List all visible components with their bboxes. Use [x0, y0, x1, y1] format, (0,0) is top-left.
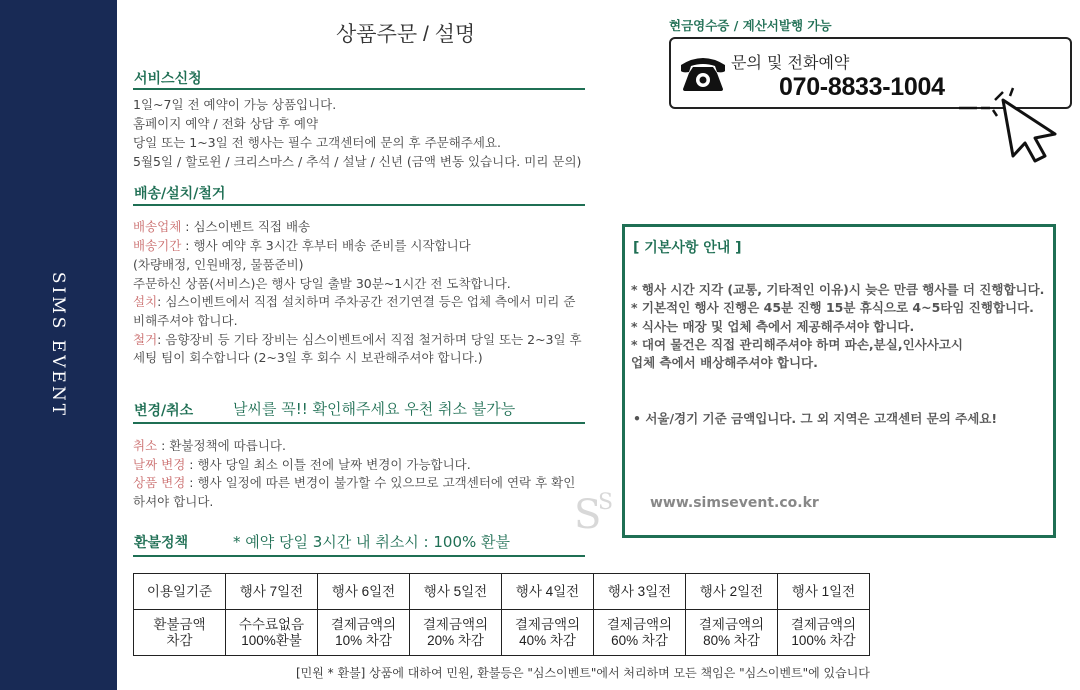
refund-table	[133, 573, 870, 656]
refund-heading: 환불정책	[134, 535, 189, 551]
table-cell	[134, 610, 226, 656]
delivery-company-label: 배송업체	[133, 219, 182, 234]
info-line: 업체 측에서 배상해주셔야 합니다.	[631, 355, 818, 370]
delivery-period	[133, 236, 471, 255]
contact-label: 문의 및 전화예약	[731, 53, 850, 72]
delivery-period-label: 배송기간	[133, 238, 182, 253]
table-header-cell: 행사 6일전	[318, 574, 410, 610]
footer-note: [민원 * 환불] 상품에 대하여 민원, 환불등은 "심스이벤트"에서 처리하며 모든 책임은 "심스이벤트"에 있습니다	[296, 666, 870, 680]
cell-line: 수수료없음	[238, 616, 305, 632]
service-line: 홈페이지 예약 / 전화 상담 후 예약	[133, 116, 319, 131]
cell-line: 60% 차감	[611, 632, 668, 648]
service-line: 당일 또는 1~3일 전 행사는 필수 고객센터에 문의 후 주문해주세요.	[133, 135, 501, 150]
delivery-remove-text: : 음향장비 등 기타 장비는 심스이벤트에서 직접 철거하며 당일 또는 2~3일 후	[157, 332, 582, 347]
page-title: 상품주문 / 설명	[336, 23, 476, 46]
delivery-rule	[133, 204, 585, 206]
info-line: * 대여 물건은 직접 관리해주셔야 하며 파손,분실,인사사고시	[631, 337, 963, 352]
product-change-line2: 하셔야 합니다.	[133, 494, 214, 509]
service-rule	[133, 88, 585, 90]
cell-line: 10% 차감	[335, 632, 392, 648]
info-box	[622, 224, 1056, 538]
service-line: 5월5일 / 할로윈 / 크리스마스 / 추석 / 설날 / 신년 (금액 변동 있습니다. 미리 문의)	[133, 154, 582, 169]
cancel-label: 취소	[133, 438, 158, 453]
cell-line: 100% 차감	[791, 632, 856, 648]
cell-line: 80% 차감	[703, 632, 760, 648]
info-line: * 기본적인 행사 진행은 45분 진행 15분 휴식으로 4~5타임 진행합니다.	[631, 300, 1034, 315]
delivery-install-line2: 비해주셔야 합니다.	[133, 313, 238, 328]
table-header-cell: 이용일기준	[134, 574, 226, 610]
table-cell	[318, 610, 410, 656]
table-row	[134, 610, 870, 656]
service-line: 1일~7일 전 예약이 가능 상품입니다.	[133, 97, 337, 112]
delivery-period-text: : 행사 예약 후 3시간 후부터 배송 준비를 시작합니다	[181, 238, 471, 253]
cell-line: 20% 차감	[427, 632, 484, 648]
cell-line: 결제금액의	[698, 616, 765, 632]
product-change-line	[133, 473, 575, 492]
receipt-note: 현금영수증 / 계산서발행 가능	[669, 18, 832, 33]
sidebar	[0, 0, 117, 690]
product-change-text: : 행사 일정에 따른 변경이 불가할 수 있으므로 고객센터에 연락 후 확인	[185, 475, 576, 490]
cell-line: 결제금액의	[606, 616, 673, 632]
info-line: * 행사 시간 지각 (교통, 기타적인 이유)시 늦은 만큼 행사를 더 진행합니다.	[631, 282, 1045, 297]
product-change-label: 상품 변경	[133, 475, 186, 490]
table-header-cell: 행사 1일전	[778, 574, 870, 610]
change-heading: 변경/취소	[134, 403, 194, 419]
date-change-label: 날짜 변경	[133, 457, 186, 472]
service-heading: 서비스신청	[134, 71, 202, 87]
watermark-logo-small: S	[598, 490, 614, 515]
table-cell	[226, 610, 318, 656]
delivery-period-line3: 주문하신 상품(서비스)은 행사 당일 출발 30분~1시간 전 도착합니다.	[133, 276, 511, 291]
date-change-text: : 행사 당일 최소 이틀 전에 날짜 변경이 가능합니다.	[185, 457, 471, 472]
table-cell	[594, 610, 686, 656]
website-url[interactable]: www.simsevent.co.kr	[650, 495, 819, 511]
cell-line: 결제금액의	[514, 616, 581, 632]
cell-line: 100%환불	[241, 632, 302, 648]
date-change-line	[133, 455, 471, 474]
info-line: * 식사는 매장 및 업체 측에서 제공해주셔야 합니다.	[631, 319, 915, 334]
table-header-cell: 행사 7일전	[226, 574, 318, 610]
delivery-company-text: : 심스이벤트 직접 배송	[181, 219, 311, 234]
telephone-icon	[679, 53, 727, 93]
delivery-install-text: : 심스이벤트에서 직접 설치하며 주차공간 전기연결 등은 업체 측에서 미리 준	[157, 294, 576, 309]
brand-vertical-text: SIMS EVENT	[48, 271, 68, 419]
cancel-line	[133, 436, 286, 455]
table-header-cell: 행사 4일전	[502, 574, 594, 610]
weather-note: 날씨를 꼭!! 확인해주세요 우천 취소 불가능	[233, 400, 516, 418]
delivery-heading: 배송/설치/철거	[134, 186, 226, 202]
table-header-cell: 행사 5일전	[410, 574, 502, 610]
delivery-company	[133, 217, 310, 236]
cell-line: 결제금액의	[790, 616, 857, 632]
delivery-remove-label: 철거	[133, 332, 158, 347]
phone-number[interactable]: 070-8833-1004	[779, 73, 945, 101]
cell-line: 결제금액의	[330, 616, 397, 632]
region-note: • 서울/경기 기준 금액입니다. 그 외 지역은 고객센터 문의 주세요!	[633, 411, 998, 426]
pointer-cursor-icon	[955, 86, 1070, 166]
delivery-install	[133, 292, 575, 311]
delivery-period-line2: (차량배정, 인원배정, 물품준비)	[133, 257, 304, 272]
table-cell	[502, 610, 594, 656]
change-rule	[133, 422, 585, 424]
cell-line: 결제금액의	[422, 616, 489, 632]
table-cell	[778, 610, 870, 656]
watermark-logo: S	[574, 492, 602, 538]
cancel-text: : 환불정책에 따릅니다.	[157, 438, 286, 453]
table-header-cell: 행사 3일전	[594, 574, 686, 610]
refund-rule	[133, 555, 585, 557]
cell-line: 차감	[166, 632, 193, 648]
table-cell	[686, 610, 778, 656]
cell-line: 40% 차감	[519, 632, 576, 648]
delivery-remove-line2: 세팅 팀이 회수합니다 (2~3일 후 회수 시 보관해주셔야 합니다.)	[133, 350, 483, 365]
refund-note: * 예약 당일 3시간 내 취소시 : 100% 환불	[233, 533, 511, 551]
cell-line: 환불금액	[153, 616, 206, 632]
delivery-remove	[133, 330, 582, 349]
delivery-install-label: 설치	[133, 294, 158, 309]
table-cell	[410, 610, 502, 656]
table-header-cell: 행사 2일전	[686, 574, 778, 610]
info-title: [ 기본사항 안내 ]	[633, 240, 742, 256]
table-header-row	[134, 574, 870, 610]
